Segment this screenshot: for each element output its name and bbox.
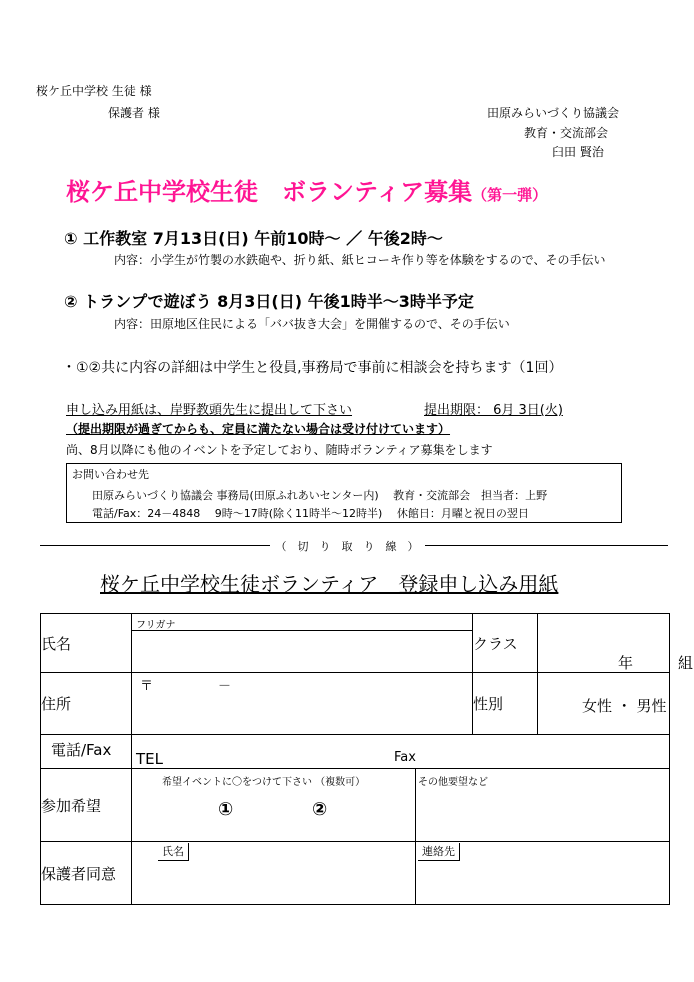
- name-field[interactable]: [132, 614, 473, 673]
- guardian-name-label: 氏名: [158, 843, 189, 861]
- participation-label: 参加希望: [41, 769, 132, 842]
- late-note: （提出期限が過ぎてからも、定員に満たない場合は受け付けています）: [66, 422, 451, 436]
- other-requests-hint: その他要望など: [418, 777, 488, 788]
- furigana-label: フリガナ: [136, 620, 176, 631]
- class-label: クラス: [473, 614, 538, 673]
- sender-org: 田原みらいづくり協議会: [487, 106, 620, 120]
- page-title: [66, 172, 547, 207]
- other-requests-field[interactable]: [416, 769, 670, 842]
- sender-dept: 教育・交流部会: [524, 126, 609, 140]
- guardian-label: 保護者同意: [41, 842, 132, 905]
- contact-heading: お問い合わせ先: [72, 468, 149, 481]
- event-1-heading: ① 工作教室 7月13日(日) 午前10時～ ／ 午後2時～: [64, 229, 443, 248]
- phone-field[interactable]: [132, 735, 670, 769]
- guardian-contact-label: 連絡先: [418, 843, 460, 861]
- contact-line-2: 電話/Fax：24－4848 9時～17時(除く11時半～12時半) 休館日：月曜と祝日の翌日: [92, 507, 529, 520]
- event-2-detail: 内容：田原地区住民による「ババ抜き大会」を開催するので、その手伝い: [114, 317, 510, 331]
- contact-line-1: 田原みらいづくり協議会 事務局(田原ふれあいセンター内) 教育・交流部会 担当者：上野: [92, 489, 548, 502]
- addressee-parents: 保護者 様: [108, 106, 160, 120]
- phone-label: 電話/Fax: [41, 735, 132, 769]
- sender-name: 臼田 賢治: [552, 145, 604, 159]
- fax-label: Fax: [394, 750, 416, 765]
- registration-form: [40, 613, 694, 905]
- title-main: 桜ケ丘中学校生徒 ボランティア募集: [66, 178, 473, 206]
- participation-hint: 希望イベントに〇をつけて下さい （複数可）: [162, 777, 366, 788]
- gender-field[interactable]: [538, 673, 670, 735]
- future-note: 尚、8月以降にも他のイベントを予定しており、随時ボランティア募集をします: [66, 443, 493, 457]
- option-2[interactable]: ②: [312, 799, 328, 820]
- event-1-detail: 内容：小学生が竹製の水鉄砲や、折り紙、紙ヒコーキ作り等を体験をするので、その手伝い: [114, 253, 606, 267]
- participation-field: [132, 769, 416, 842]
- postal-code-label: 〒 －: [140, 679, 232, 694]
- form-title: 桜ケ丘中学校生徒ボランティア 登録申し込み用紙: [100, 572, 559, 596]
- guardian-contact-field[interactable]: [416, 842, 670, 905]
- addressee-students: 桜ケ丘中学校 生徒 様: [36, 84, 152, 98]
- class-value: 年 組: [618, 654, 694, 672]
- event-2-heading: ② トランプで遊ぼう 8月3日(日) 午後1時半～3時半予定: [64, 292, 474, 311]
- deadline-note: 提出期限： 6月 3日(火): [424, 403, 563, 418]
- guardian-name-field[interactable]: [132, 842, 416, 905]
- class-field[interactable]: [538, 614, 694, 673]
- submit-note: 申し込み用紙は、岸野教頭先生に提出して下さい: [66, 403, 353, 418]
- name-label: 氏名: [41, 614, 132, 673]
- tel-label: TEL: [136, 750, 163, 768]
- gender-label: 性別: [473, 673, 538, 735]
- meeting-note: ・①②共に内容の詳細は中学生と役員,事務局で事前に相談会を持ちます（1回）: [62, 360, 563, 376]
- option-1[interactable]: ①: [218, 799, 234, 820]
- title-suffix: （第一弾）: [472, 186, 548, 204]
- address-field[interactable]: [132, 673, 473, 735]
- address-label: 住所: [41, 673, 132, 735]
- cut-line-label: （ 切 り 取 り 線 ）: [0, 538, 694, 554]
- gender-options: 女性 ・ 男性: [582, 697, 667, 715]
